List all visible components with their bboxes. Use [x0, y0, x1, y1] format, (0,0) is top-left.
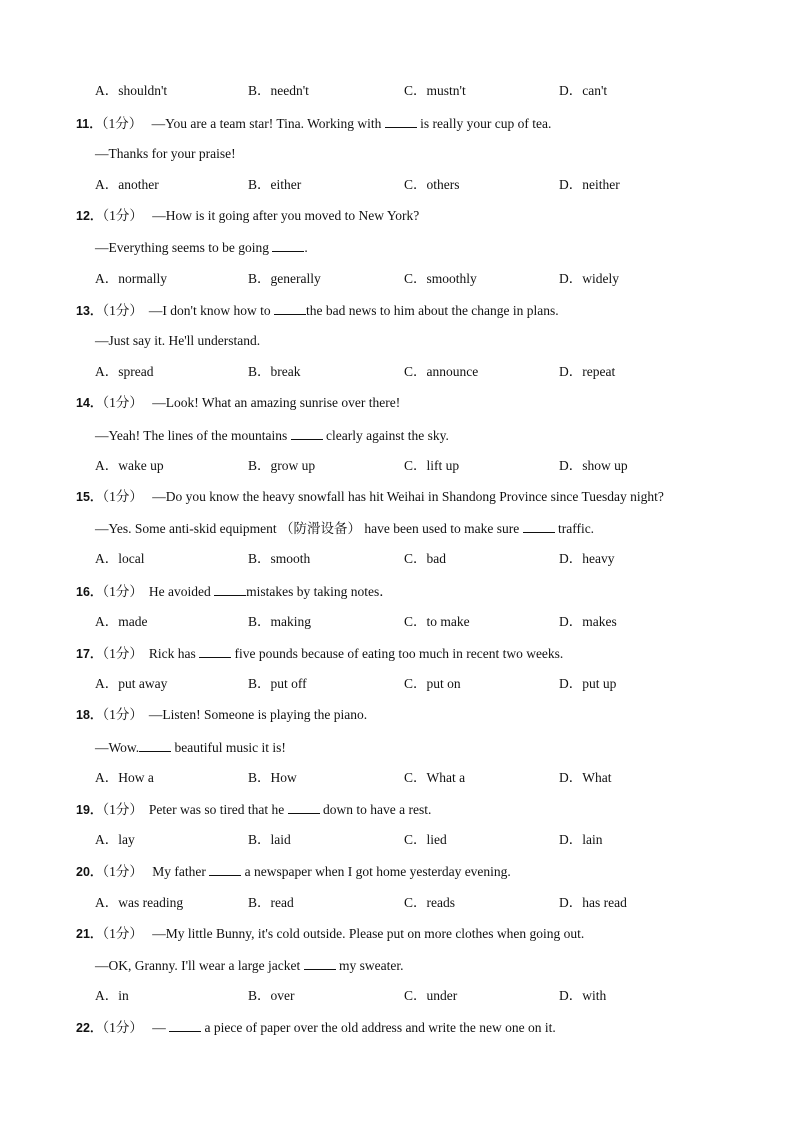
- question-number: 22．: [76, 1021, 103, 1035]
- option-c: C．lift up: [404, 458, 460, 473]
- stem-text: —I don't know how to: [148, 303, 274, 318]
- stem-text: —My little Bunny, it's cold outside. Please put on more clothes when going out.: [152, 926, 585, 941]
- option-b: B．smooth: [248, 551, 311, 566]
- option-c: C．bad: [404, 551, 446, 566]
- question-12-reply: [0, 237, 794, 257]
- question-18-options: [0, 768, 794, 788]
- option-b: B．making: [248, 614, 311, 629]
- answer-blank: [523, 518, 555, 533]
- option-a: A．made: [95, 614, 148, 629]
- answer-blank: [199, 643, 231, 658]
- option-d: D．makes: [559, 614, 617, 629]
- reply-text: —Just say it. He'll understand.: [95, 333, 261, 348]
- question-13-reply: [0, 331, 794, 351]
- stem-text: He avoided: [148, 584, 215, 599]
- option-d: D．has read: [559, 895, 627, 910]
- q10-option-b: B．needn't: [248, 83, 309, 98]
- question-15-reply: [0, 518, 794, 538]
- answer-blank: [304, 955, 336, 970]
- question-20-options: [0, 893, 794, 913]
- option-c: C．announce: [404, 364, 479, 379]
- option-a: A．put away: [95, 676, 168, 691]
- stem-text: five pounds because of eating too much in recent two weeks.: [231, 646, 564, 661]
- question-score: （1分）: [102, 707, 143, 722]
- option-d: D．What: [559, 770, 612, 785]
- option-c: C．reads: [404, 895, 455, 910]
- question-13-options: [0, 362, 794, 382]
- answer-blank: [274, 300, 306, 315]
- question-14-options: [0, 456, 794, 476]
- question-18-stem: [0, 705, 794, 725]
- question-14-stem: [0, 393, 794, 413]
- option-a: A．wake up: [95, 458, 164, 473]
- option-b: B．either: [248, 177, 302, 192]
- question-number: 15．: [76, 490, 103, 504]
- stem-text: My father: [148, 864, 210, 879]
- stem-text: —You are a team star! Tina. Working with: [151, 116, 385, 131]
- stem-text: down to have a rest.: [319, 802, 432, 817]
- option-c: C．others: [404, 177, 460, 192]
- q10-options: [0, 81, 794, 101]
- option-d: D．put up: [559, 676, 617, 691]
- reply-text: beautiful music it is!: [171, 740, 286, 755]
- stem-text: a piece of paper over the old address and write the new one on it.: [201, 1020, 556, 1035]
- option-b: B．break: [248, 364, 301, 379]
- question-16-options: [0, 612, 794, 632]
- stem-text: Rick has: [148, 646, 200, 661]
- option-a: A．normally: [95, 271, 167, 286]
- option-b: B．grow up: [248, 458, 316, 473]
- question-score: （1分）: [102, 395, 143, 410]
- reply-text: .: [304, 240, 308, 255]
- stem-text: —How is it going after you moved to New York?: [152, 208, 420, 223]
- q10-option-c: C．mustn't: [404, 83, 466, 98]
- answer-blank: [214, 581, 246, 596]
- question-score: （1分）: [102, 802, 143, 817]
- question-score: （1分）: [102, 303, 143, 318]
- question-21-options: [0, 986, 794, 1006]
- option-b: B．put off: [248, 676, 307, 691]
- reply-text: —OK, Granny. I'll wear a large jacket: [95, 958, 304, 973]
- question-score: （1分）: [101, 116, 143, 131]
- question-15-stem: [0, 487, 794, 507]
- question-number: 21．: [76, 927, 103, 941]
- option-a: A．spread: [95, 364, 154, 379]
- question-number: 13．: [76, 304, 103, 318]
- stem-text: —Listen! Someone is playing the piano.: [148, 707, 368, 722]
- option-d: D．with: [559, 988, 607, 1003]
- reply-text: traffic.: [554, 521, 595, 536]
- stem-text: —: [152, 1020, 170, 1035]
- question-16-stem: [0, 581, 794, 601]
- stem-text: mistakes by taking notes．: [246, 584, 393, 599]
- option-d: D．repeat: [559, 364, 616, 379]
- answer-blank: [288, 799, 320, 814]
- reply-text: clearly against the sky.: [322, 428, 449, 443]
- stem-text: Peter was so tired that he: [148, 802, 288, 817]
- question-score: （1分）: [102, 926, 143, 941]
- option-a: A．How a: [95, 770, 154, 785]
- question-11-stem: [0, 113, 794, 133]
- option-a: A．was reading: [95, 895, 184, 910]
- question-22-stem: [0, 1017, 794, 1037]
- reply-text: —Yeah! The lines of the mountains: [95, 428, 291, 443]
- stem-text: is really your cup of tea.: [416, 116, 552, 131]
- option-a: A．another: [95, 177, 159, 192]
- question-14-reply: [0, 425, 794, 445]
- option-c: C．put on: [404, 676, 461, 691]
- answer-blank: [209, 861, 241, 876]
- question-12-options: [0, 269, 794, 289]
- option-a: A．lay: [95, 832, 135, 847]
- question-21-reply: [0, 955, 794, 975]
- question-number: 18．: [76, 708, 103, 722]
- q10-option-a: A．shouldn't: [95, 83, 168, 98]
- option-a: A．local: [95, 551, 145, 566]
- question-19-options: [0, 830, 794, 850]
- stem-text: the bad news to him about the change in plans.: [305, 303, 559, 318]
- option-d: D．neither: [559, 177, 620, 192]
- question-11-options: [0, 175, 794, 195]
- answer-blank: [272, 237, 304, 252]
- question-13-stem: [0, 300, 794, 320]
- q10-option-d: D．can't: [559, 83, 608, 98]
- question-21-stem: [0, 924, 794, 944]
- stem-text: —Look! What an amazing sunrise over there!: [152, 395, 401, 410]
- question-20-stem: [0, 861, 794, 881]
- question-17-stem: [0, 643, 794, 663]
- option-c: C．to make: [404, 614, 470, 629]
- question-number: 19．: [76, 803, 103, 817]
- question-number: 17．: [76, 647, 103, 661]
- option-c: C．lied: [404, 832, 447, 847]
- answer-blank: [169, 1017, 201, 1032]
- question-number: 20．: [76, 865, 103, 879]
- question-number: 12．: [76, 209, 103, 223]
- reply-text: —Yes. Some anti-skid equipment （防滑设备） have been used to make sure: [95, 521, 523, 536]
- reply-text: —Everything seems to be going: [95, 240, 273, 255]
- option-b: B．laid: [248, 832, 291, 847]
- question-score: （1分）: [102, 646, 143, 661]
- option-c: C．smoothly: [404, 271, 477, 286]
- option-c: C．under: [404, 988, 458, 1003]
- stem-text: a newspaper when I got home yesterday evening.: [241, 864, 511, 879]
- option-b: B．How: [248, 770, 297, 785]
- option-d: D．widely: [559, 271, 619, 286]
- option-b: B．generally: [248, 271, 321, 286]
- question-19-stem: [0, 799, 794, 819]
- question-15-options: [0, 549, 794, 569]
- answer-blank: [291, 425, 323, 440]
- question-18-reply: [0, 737, 794, 757]
- reply-text: —Thanks for your praise!: [95, 146, 236, 161]
- stem-text: —Do you know the heavy snowfall has hit Weihai in Shandong Province since Tuesday night?: [152, 489, 664, 504]
- answer-blank: [385, 113, 417, 128]
- option-b: B．read: [248, 895, 294, 910]
- question-score: （1分）: [102, 584, 143, 599]
- option-d: D．heavy: [559, 551, 615, 566]
- question-score: （1分）: [102, 208, 143, 223]
- option-c: C．What a: [404, 770, 466, 785]
- reply-text: my sweater.: [335, 958, 404, 973]
- option-d: D．show up: [559, 458, 628, 473]
- question-number: 11．: [76, 117, 102, 131]
- reply-text: —Wow.: [95, 740, 140, 755]
- answer-blank: [139, 737, 171, 752]
- question-number: 16．: [76, 585, 103, 599]
- question-score: （1分）: [102, 489, 143, 504]
- option-d: D．lain: [559, 832, 603, 847]
- question-score: （1分）: [102, 864, 143, 879]
- question-number: 14．: [76, 396, 103, 410]
- question-11-reply: [0, 144, 794, 164]
- option-a: A．in: [95, 988, 129, 1003]
- question-12-stem: [0, 206, 794, 226]
- option-b: B．over: [248, 988, 295, 1003]
- question-17-options: [0, 674, 794, 694]
- question-score: （1分）: [102, 1020, 143, 1035]
